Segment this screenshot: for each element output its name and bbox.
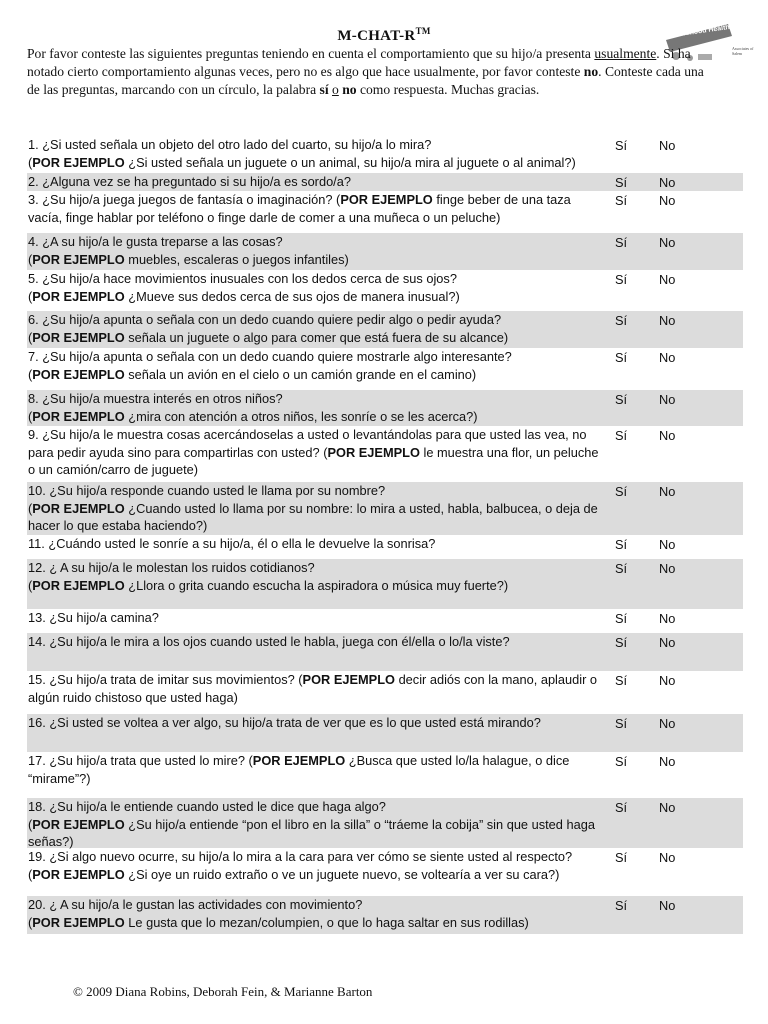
question-row [27,136,743,173]
question-main: 16. ¿Si usted se voltea a ver algo, su hijo/a trata de ver que es lo que usted está mirando? [28,715,541,730]
answer-yes[interactable]: Sí [615,898,628,913]
question-text: 19. ¿Si algo nuevo ocurre, su hijo/a lo mira a la cara para ver cómo se siente usted al respecto? (POR EJEMPLO ¿Si oye un ruido extraño o ve un juguete nuevo, se voltearía a ver su cara?) [28,849,573,882]
question-main: 6. ¿Su hijo/a apunta o señala con un dedo cuando quiere pedir algo o pedir ayuda? [28,312,502,327]
question-main: 4. ¿A su hijo/a le gusta treparse a las cosas? [28,234,283,249]
answer-no[interactable]: No [659,392,676,407]
answer-yes[interactable]: Sí [615,635,628,650]
question-main: 9. ¿Su hijo/a le muestra cosas acercándoselas a usted o levantándolas para que usted las vea, no para pedir ayuda sino para compartirlas con usted? ( [28,427,587,460]
example-label: POR EJEMPLO [327,444,420,460]
example-text: ¿Cuando usted lo llama por su nombre: lo mira a usted, habla, balbucea, o deja de hacer lo que estaba haciendo?) [28,500,598,533]
question-main: 15. ¿Su hijo/a trata de imitar sus movimientos? ( [28,672,303,687]
answer-yes[interactable]: Sí [615,561,628,576]
question-text [28,714,608,732]
question-row [27,752,743,798]
question-text [28,752,608,787]
question-main: 19. ¿Si algo nuevo ocurre, su hijo/a lo mira a la cara para ver cómo se siente usted al respecto? [28,849,573,864]
question-main: 12. ¿ A su hijo/a le molestan los ruidos cotidianos? [28,560,315,575]
question-row [27,348,743,390]
example-text: ¿Busca que usted lo/la halague, o dice “mirame”?) [28,753,570,786]
answer-no[interactable]: No [659,175,676,190]
answer-no[interactable]: No [659,350,676,365]
example-label: POR EJEMPLO [32,288,125,304]
example-label: POR EJEMPLO [32,500,125,516]
question-text: 20. ¿ A su hijo/a le gustan las actividades con movimiento? (POR EJEMPLO Le gusta que lo mezan/columpien, o que lo haga saltar en sus rodillas) [28,897,529,930]
answer-no[interactable]: No [659,561,676,576]
example-text: señala un avión en el cielo o un camión grande en el camino) [128,366,477,382]
question-main: 7. ¿Su hijo/a apunta o señala con un dedo cuando quiere mostrarle algo interesante? [28,349,512,364]
answer-no[interactable]: No [659,484,676,499]
example-text: ¿Si oye un ruido extraño o ve un juguete nuevo, se voltearía a ver su cara?) [128,866,560,882]
question-row [27,671,743,714]
question-row [27,270,743,311]
answer-yes[interactable]: Sí [615,611,628,626]
question-main: 5. ¿Su hijo/a hace movimientos inusuales con los dedos cerca de sus ojos? [28,271,457,286]
copyright-footer: © 2009 Diana Robins, Deborah Fein, & Marianne Barton [73,984,373,999]
answer-no[interactable]: No [659,537,676,552]
question-text [28,191,608,226]
question-row [27,390,743,426]
answer-yes[interactable]: Sí [615,484,628,499]
question-main: 18. ¿Su hijo/a le entiende cuando usted le dice que haga algo? [28,799,386,814]
answer-yes[interactable]: Sí [615,193,628,208]
example-text: muebles, escaleras o juegos infantiles) [128,251,349,267]
example-text: ¿Su hijo/a entiende “pon el libro en la silla” o “tráeme la cobija” sin que usted haga señas?) [28,816,595,849]
answer-yes[interactable]: Sí [615,673,628,688]
answer-yes[interactable]: Sí [615,716,628,731]
answer-no[interactable]: No [659,754,676,769]
question-main: 2. ¿Alguna vez se ha preguntado si su hijo/a es sordo/a? [28,174,351,189]
question-main: 20. ¿ A su hijo/a le gustan las actividades con movimiento? [28,897,363,912]
example-text: ¿Si usted señala un juguete o un animal, su hijo/a mira al juguete o al animal?) [128,154,576,170]
answer-yes[interactable]: Sí [615,800,628,815]
example-label: POR EJEMPLO [32,154,125,170]
example-label: POR EJEMPLO [32,408,125,424]
question-row [27,482,743,535]
question-row [27,535,743,559]
question-row [27,848,743,896]
answer-no[interactable]: No [659,635,676,650]
answer-no[interactable]: No [659,611,676,626]
example-text: Le gusta que lo mezan/columpien, o que lo haga saltar en sus rodillas) [128,914,529,930]
example-label: POR EJEMPLO [252,753,346,768]
answer-no[interactable]: No [659,800,676,815]
page-title: M-CHAT-R™ [337,26,431,44]
question-text [28,535,608,553]
answer-no[interactable]: No [659,898,676,913]
answer-yes[interactable]: Sí [615,392,628,407]
question-row [27,798,743,848]
question-row [27,559,743,609]
question-row [27,896,743,934]
question-text: 6. ¿Su hijo/a apunta o señala con un dedo cuando quiere pedir algo o pedir ayuda? (POR EJEMPLO señala un juguete o algo para comer que está fuera de su alcance) [28,312,509,345]
instructions-paragraph: Por favor conteste las siguientes preguntas teniendo en cuenta el comportamiento que su hijo/a presenta usualmente. Si ha notado cierto comportamiento algunas veces, pero no es algo que hace usualmente, por favor conteste no. Conteste cada una de las preguntas, marcando con un círculo, la palabra sí o no como respuesta. Muchas gracias. [27,46,704,97]
question-text: 18. ¿Su hijo/a le entiende cuando usted le dice que haga algo? (POR EJEMPLO ¿Su hijo/a entiende “pon el libro en la silla” o “tráeme la cobija” sin que usted haga señas?) [28,799,595,849]
answer-no[interactable]: No [659,272,676,287]
answer-yes[interactable]: Sí [615,428,628,443]
example-label: POR EJEMPLO [340,192,433,207]
question-main: 8. ¿Su hijo/a muestra interés en otros niños? [28,391,283,406]
question-main: 17. ¿Su hijo/a trata que usted lo mire? ( [28,753,253,768]
question-main: 14. ¿Su hijo/a le mira a los ojos cuando usted le habla, juega con él/ella o lo/la viste? [28,634,510,649]
questions-list [27,136,743,934]
question-row [27,233,743,270]
question-row [27,633,743,671]
question-text: 5. ¿Su hijo/a hace movimientos inusuales con los dedos cerca de sus ojos? (POR EJEMPLO ¿Mueve sus dedos cerca de sus ojos de manera inusual?) [28,271,460,304]
example-label: POR EJEMPLO [302,672,395,687]
answer-yes[interactable]: Sí [615,313,628,328]
answer-no[interactable]: No [659,193,676,208]
example-label: POR EJEMPLO [32,866,125,882]
answer-yes[interactable]: Sí [615,350,628,365]
answer-yes[interactable]: Sí [615,272,628,287]
logo-subtext: Associates of Salem [732,46,754,56]
question-row [27,173,743,191]
question-row [27,714,743,752]
example-label: POR EJEMPLO [32,577,125,593]
answer-yes[interactable]: Sí [615,138,628,153]
example-text: decir adiós con la mano, aplaudir o algún ruido chistoso que usted haga) [28,672,598,705]
question-text: 12. ¿ A su hijo/a le molestan los ruidos cotidianos? (POR EJEMPLO ¿Llora o grita cuando escucha la aspiradora o música muy fuerte?) [28,560,509,593]
question-text: 7. ¿Su hijo/a apunta o señala con un dedo cuando quiere mostrarle algo interesante? (POR EJEMPLO señala un avión en el cielo o un camión grande en el camino) [28,349,512,382]
answer-yes[interactable]: Sí [615,850,628,865]
question-text: 8. ¿Su hijo/a muestra interés en otros niños? (POR EJEMPLO ¿mira con atención a otros niños, les sonríe o se les acerca?) [28,391,478,424]
question-row [27,191,743,233]
logo-text: Childhood Health [671,24,731,39]
question-main: 1. ¿Si usted señala un objeto del otro lado del cuarto, su hijo/a lo mira? [28,137,432,152]
answer-no[interactable]: No [659,673,676,688]
example-text: ¿Llora o grita cuando escucha la aspiradora o música muy fuerte?) [128,577,509,593]
answer-no[interactable]: No [659,716,676,731]
question-text: 10. ¿Su hijo/a responde cuando usted le llama por su nombre? (POR EJEMPLO ¿Cuando usted lo llama por su nombre: lo mira a usted, habla, balbucea, o deja de hacer lo que estaba haciendo?) [28,483,598,533]
example-text: ¿mira con atención a otros niños, les sonríe o se les acerca?) [128,408,478,424]
example-label: POR EJEMPLO [32,329,125,345]
example-text: señala un juguete o algo para comer que está fuera de su alcance) [128,329,509,345]
question-row [27,426,743,482]
answer-no[interactable]: No [659,850,676,865]
example-label: POR EJEMPLO [32,816,125,832]
answer-yes[interactable]: Sí [615,537,628,552]
example-text: finge beber de una taza vacía, finge hablar por teléfono o finge darle de comer a una muñeca o un peluche) [28,192,571,225]
question-text [28,609,608,627]
question-text: 1. ¿Si usted señala un objeto del otro lado del cuarto, su hijo/a lo mira? (POR EJEMPLO ¿Si usted señala un juguete o un animal, su hijo/a mira al juguete o al animal?) [28,137,576,170]
example-label: POR EJEMPLO [32,251,125,267]
example-label: POR EJEMPLO [32,366,125,382]
question-row [27,311,743,348]
answer-no[interactable]: No [659,235,676,250]
question-row [27,609,743,633]
question-main: 10. ¿Su hijo/a responde cuando usted le llama por su nombre? [28,483,386,498]
answer-no[interactable]: No [659,428,676,443]
question-text [28,173,608,191]
answer-yes[interactable]: Sí [615,754,628,769]
example-text: ¿Mueve sus dedos cerca de sus ojos de manera inusual?) [128,288,460,304]
question-text: 4. ¿A su hijo/a le gusta treparse a las cosas? (POR EJEMPLO muebles, escaleras o juegos infantiles) [28,234,349,267]
question-text [28,671,608,706]
question-text [28,426,608,479]
question-main: 13. ¿Su hijo/a camina? [28,610,159,625]
example-label: POR EJEMPLO [32,914,125,930]
answer-yes[interactable]: Sí [615,175,628,190]
answer-no[interactable]: No [659,138,676,153]
question-main: 3. ¿Su hijo/a juega juegos de fantasía o imaginación? ( [28,192,341,207]
answer-yes[interactable]: Sí [615,235,628,250]
answer-no[interactable]: No [659,313,676,328]
example-text: le muestra una flor, un peluche o un camión/carro de juguete) [28,444,599,477]
question-text [28,633,608,651]
question-main: 11. ¿Cuándo usted le sonríe a su hijo/a, él o ella le devuelve la sonrisa? [28,536,436,551]
